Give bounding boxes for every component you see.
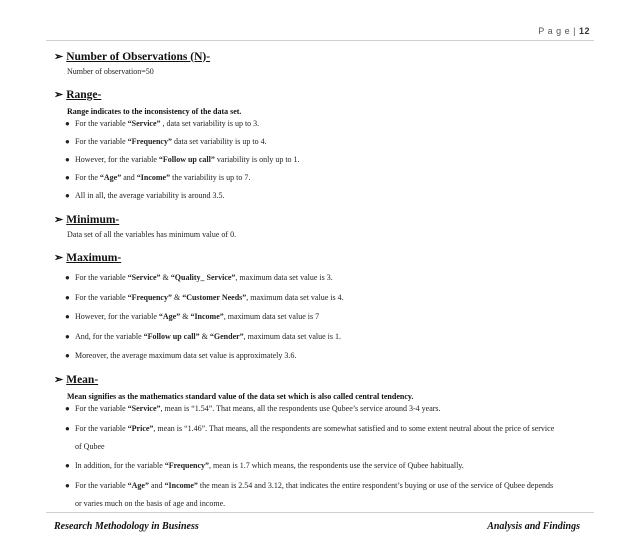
list-item: [54, 460, 594, 471]
bullet-dot-icon: ●: [65, 461, 70, 470]
footer-chapter-title: Analysis and Findings: [487, 521, 580, 532]
item-text: and: [148, 480, 165, 490]
item-text: , maximum data set value is 7: [223, 312, 320, 321]
item-text: data set variability is up to 4.: [171, 137, 267, 146]
variable-name: “Age”: [127, 480, 149, 490]
variable-name: “Customer Needs”: [182, 292, 247, 302]
variable-name: “Income”: [164, 480, 198, 490]
list-item: [54, 154, 594, 165]
list-item: [54, 480, 594, 509]
heading-minimum: [54, 213, 594, 226]
bullet-dot-icon: ●: [65, 191, 70, 200]
item-text: For the variable: [75, 423, 128, 433]
variable-name: “Age”: [158, 312, 181, 321]
observations-text: Number of observation=50: [67, 67, 154, 76]
heading-text: Mean-: [66, 373, 99, 386]
item-text: variability is only up to 1.: [214, 155, 300, 164]
item-text: For the variable: [75, 273, 128, 282]
item-text: All in all, the average variability is around 3.5.: [75, 191, 225, 200]
bullet-dot-icon: ●: [65, 155, 70, 164]
item-text-continued: or varies much on the basis of age and income.: [75, 498, 226, 508]
section-observations: [54, 50, 594, 76]
item-text: &: [180, 312, 191, 321]
arrow-bullet-icon: ➢: [54, 214, 64, 226]
section-maximum: [54, 251, 594, 361]
heading-maximum: [54, 251, 594, 264]
section-mean: [54, 373, 594, 509]
item-text: the mean is 2.54 and 3.12, that indicates the entire respondent’s buying or use of the service of Qubee depends: [197, 480, 554, 490]
bullet-dot-icon: ●: [65, 404, 70, 413]
list-item: [54, 311, 594, 322]
heading-range: [54, 88, 594, 101]
list-item: [54, 272, 594, 283]
variable-name: “Service”: [127, 404, 161, 413]
item-text: , maximum data set value is 1.: [243, 331, 341, 341]
page-number-header: [538, 26, 590, 36]
mean-list: [54, 403, 594, 509]
list-item: [54, 172, 594, 183]
item-text: and: [121, 173, 137, 182]
mean-intro: Mean signifies as the mathematics standard value of the data set which is also called central tendency.: [67, 392, 414, 401]
item-text: However, for the variable: [75, 312, 159, 321]
variable-name: “Frequency”: [127, 137, 172, 146]
footer-course-title: Research Methodology in Business: [54, 521, 199, 532]
heading-text: Range-: [66, 88, 102, 101]
item-text: , data set variability is up to 3.: [160, 119, 260, 128]
item-text: Moreover, the average maximum data set value is approximately 3.6.: [75, 351, 297, 360]
bullet-dot-icon: ●: [65, 423, 70, 433]
item-text: For the variable: [75, 480, 128, 490]
arrow-bullet-icon: ➢: [54, 51, 64, 63]
item-text: , maximum data set value is 3.: [235, 273, 333, 282]
arrow-bullet-icon: ➢: [54, 252, 64, 264]
item-text: , maximum data set value is 4.: [246, 292, 344, 302]
footer-rule: [46, 512, 594, 513]
bullet-dot-icon: ●: [65, 119, 70, 128]
list-item: [54, 350, 594, 361]
bullet-dot-icon: ●: [65, 273, 70, 282]
bullet-dot-icon: ●: [65, 312, 70, 321]
item-text: However, for the variable: [75, 155, 159, 164]
bullet-dot-icon: ●: [65, 351, 70, 360]
item-text: the variability is up to 7.: [170, 173, 251, 182]
item-text: For the: [75, 173, 100, 182]
document-body: [54, 50, 594, 521]
list-item: [54, 331, 594, 342]
item-text: , mean is “1.54”. That means, all the respondents use Qubee’s service around 3-4 years.: [160, 404, 441, 413]
section-minimum: [54, 213, 594, 239]
list-item: [54, 118, 594, 129]
item-text: For the variable: [75, 404, 128, 413]
maximum-list: [54, 272, 594, 361]
variable-name: “Frequency”: [164, 461, 210, 470]
page-label: P a g e |: [538, 26, 576, 36]
variable-name: “Income”: [190, 312, 224, 321]
arrow-bullet-icon: ➢: [54, 374, 64, 386]
heading-mean: [54, 373, 594, 386]
variable-name: “Price”: [127, 423, 154, 433]
variable-name: “Income”: [136, 173, 171, 182]
range-intro: Range indicates to the inconsistency of the data set.: [67, 107, 242, 116]
item-text: In addition, for the variable: [75, 461, 165, 470]
heading-text: Maximum-: [66, 251, 122, 264]
item-text: For the variable: [75, 119, 128, 128]
bullet-dot-icon: ●: [65, 480, 70, 490]
list-item: [54, 190, 594, 201]
bullet-dot-icon: ●: [65, 137, 70, 146]
list-item: [54, 423, 594, 452]
variable-name: “Frequency”: [127, 292, 172, 302]
item-text-continued: of Qubee: [75, 441, 105, 451]
item-text: For the variable: [75, 292, 128, 302]
variable-name: “Quality_ Service”: [170, 273, 236, 282]
header-rule: [46, 40, 594, 41]
variable-name: “Age”: [99, 173, 122, 182]
heading-text: Number of Observations (N)-: [66, 50, 211, 63]
item-text: &: [171, 292, 183, 302]
variable-name: “Follow up call”: [158, 155, 215, 164]
list-item: [54, 292, 594, 303]
heading-text: Minimum-: [66, 213, 120, 226]
heading-observations: [54, 50, 594, 63]
range-list: [54, 118, 594, 201]
variable-name: “Service”: [127, 273, 161, 282]
item-text: And, for the variable: [75, 331, 144, 341]
section-range: [54, 88, 594, 201]
item-text: &: [199, 331, 210, 341]
variable-name: “Gender”: [209, 331, 244, 341]
variable-name: “Follow up call”: [143, 331, 200, 341]
page-number: 12: [578, 26, 590, 36]
minimum-text: Data set of all the variables has minimum value of 0.: [67, 230, 237, 239]
item-text: &: [160, 273, 171, 282]
item-text: , mean is “1.46”. That means, all the respondents are somewhat satisfied and to some extent neutral about the price of service: [153, 423, 555, 433]
bullet-dot-icon: ●: [65, 331, 70, 341]
variable-name: “Service”: [127, 119, 161, 128]
arrow-bullet-icon: ➢: [54, 89, 64, 101]
item-text: , mean is 1.7 which means, the respondents use the service of Qubee habitually.: [209, 461, 464, 470]
item-text: For the variable: [75, 137, 128, 146]
list-item: [54, 136, 594, 147]
bullet-dot-icon: ●: [65, 292, 70, 302]
list-item: [54, 403, 594, 414]
bullet-dot-icon: ●: [65, 173, 70, 182]
